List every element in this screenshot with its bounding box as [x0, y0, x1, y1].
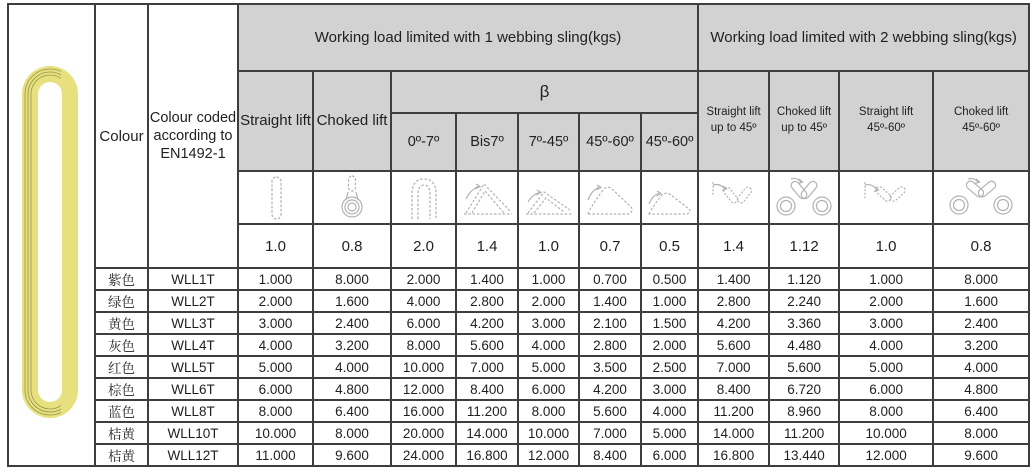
load-value-cell: 4.000: [238, 334, 313, 356]
colour-name-cell: 桔黄: [95, 422, 148, 444]
load-value-cell: 4.000: [933, 356, 1029, 378]
table-row: [8, 268, 1029, 290]
colour-name-cell: 蓝色: [95, 400, 148, 422]
angle-header-bis7: Bis7º: [456, 113, 518, 171]
load-value-cell: 10.000: [518, 422, 579, 444]
basket-45-60-icon: [581, 174, 639, 222]
load-value-cell: 2.000: [839, 290, 933, 312]
wll-code-cell: WLL10T: [148, 422, 238, 444]
colour-name-cell: 灰色: [95, 334, 148, 356]
load-value-cell: 2.400: [933, 312, 1029, 334]
load-value-cell: 3.200: [313, 334, 391, 356]
load-value-cell: 1.400: [579, 290, 641, 312]
load-value-cell: 2.100: [579, 312, 641, 334]
load-value-cell: 10.000: [238, 422, 313, 444]
webbing-sling-image: [9, 14, 94, 452]
load-value-cell: 1.400: [456, 268, 518, 290]
load-value-cell: 12.000: [391, 378, 456, 400]
load-value-cell: 11.200: [698, 400, 769, 422]
load-value-cell: 8.000: [933, 268, 1029, 290]
load-value-cell: 12.000: [518, 444, 579, 466]
load-value-cell: 4.800: [313, 378, 391, 400]
colour-name-cell: 紫色: [95, 268, 148, 290]
angle-header-0-7: 0º-7º: [391, 113, 456, 171]
load-value-cell: 1.000: [238, 268, 313, 290]
icon-cell: [518, 171, 579, 224]
colour-code-column-header: Colour coded according to EN1492-1: [148, 4, 238, 268]
load-value-cell: 7.000: [456, 356, 518, 378]
load-value-cell: 4.200: [579, 378, 641, 400]
load-value-cell: 8.400: [579, 444, 641, 466]
mode-factor-cell: 2.0: [391, 224, 456, 268]
load-value-cell: 8.000: [313, 422, 391, 444]
load-value-cell: 2.240: [769, 290, 839, 312]
angle-header-45-60-b: 45º-60º: [641, 113, 698, 171]
load-value-cell: 3.000: [641, 378, 698, 400]
load-value-cell: 1.000: [518, 268, 579, 290]
load-value-cell: 16.800: [698, 444, 769, 466]
two-leg-choked-45-icon: [771, 174, 837, 222]
table-row: [8, 378, 1029, 400]
product-image-cell: [8, 4, 95, 466]
load-value-cell: 9.600: [313, 444, 391, 466]
table-row: [8, 334, 1029, 356]
icon-cell: [839, 171, 933, 224]
load-value-cell: 8.400: [456, 378, 518, 400]
two-leg-choked-45-60-icon: [945, 174, 1017, 222]
load-value-cell: 4.000: [518, 334, 579, 356]
icon-cell: [698, 171, 769, 224]
straight-lift-header: Straight lift: [238, 71, 313, 171]
mode-factor-cell: 1.0: [518, 224, 579, 268]
load-value-cell: 2.000: [238, 290, 313, 312]
load-value-cell: 8.000: [518, 400, 579, 422]
load-value-cell: 6.000: [641, 444, 698, 466]
load-value-cell: 8.960: [769, 400, 839, 422]
mode-factor-cell: 1.0: [839, 224, 933, 268]
load-value-cell: 7.000: [698, 356, 769, 378]
wll-code-cell: WLL3T: [148, 312, 238, 334]
load-value-cell: 4.000: [641, 400, 698, 422]
load-value-cell: 20.000: [391, 422, 456, 444]
angle-header-45-60: 45º-60º: [579, 113, 641, 171]
wll-code-cell: WLL6T: [148, 378, 238, 400]
icon-cell: [313, 171, 391, 224]
load-value-cell: 6.400: [933, 400, 1029, 422]
load-value-cell: 1.400: [698, 268, 769, 290]
load-value-cell: 3.500: [579, 356, 641, 378]
spec-sheet: [7, 3, 1030, 467]
load-value-cell: 5.600: [456, 334, 518, 356]
table-row: [8, 422, 1029, 444]
group2-choked-45-60-header: Choked lift 45º-60º: [933, 71, 1029, 171]
straight-lift-icon: [246, 174, 306, 222]
icon-cell: [238, 171, 313, 224]
load-value-cell: 6.720: [769, 378, 839, 400]
mode-factor-cell: 1.4: [698, 224, 769, 268]
load-value-cell: 3.000: [518, 312, 579, 334]
group2-choked-up45-header: Choked lift up to 45º: [769, 71, 839, 171]
colour-name-cell: 棕色: [95, 378, 148, 400]
load-value-cell: 2.000: [641, 334, 698, 356]
load-value-cell: 5.000: [518, 356, 579, 378]
wll-code-cell: WLL5T: [148, 356, 238, 378]
wll-code-cell: WLL12T: [148, 444, 238, 466]
table-row: [8, 444, 1029, 466]
load-value-cell: 16.800: [456, 444, 518, 466]
load-value-cell: 4.800: [933, 378, 1029, 400]
load-value-cell: 2.500: [641, 356, 698, 378]
colour-column-header: Colour: [95, 4, 148, 268]
load-value-cell: 8.000: [313, 268, 391, 290]
load-value-cell: 7.000: [579, 422, 641, 444]
load-value-cell: 4.000: [313, 356, 391, 378]
beta-header: β: [391, 71, 698, 113]
group2-header: Working load limited with 2 webbing sling(kgs): [698, 4, 1029, 71]
load-value-cell: 13.440: [769, 444, 839, 466]
load-value-cell: 4.000: [391, 290, 456, 312]
icon-cell: [579, 171, 641, 224]
load-value-cell: 5.000: [839, 356, 933, 378]
two-leg-straight-45-60-icon: [853, 174, 919, 222]
load-value-cell: 14.000: [456, 422, 518, 444]
load-value-cell: 6.000: [518, 378, 579, 400]
load-value-cell: 2.800: [698, 290, 769, 312]
load-value-cell: 0.700: [579, 268, 641, 290]
angle-header-7-45: 7º-45º: [518, 113, 579, 171]
two-leg-straight-45-icon: [701, 174, 767, 222]
load-value-cell: 2.800: [456, 290, 518, 312]
load-value-cell: 24.000: [391, 444, 456, 466]
mode-factor-cell: 0.8: [313, 224, 391, 268]
table-row: [8, 400, 1029, 422]
table-row: [8, 290, 1029, 312]
load-value-cell: 8.000: [933, 422, 1029, 444]
table-row: [8, 312, 1029, 334]
load-value-cell: 14.000: [698, 422, 769, 444]
icon-cell: [641, 171, 698, 224]
mode-factor-cell: 0.5: [641, 224, 698, 268]
load-value-cell: 4.480: [769, 334, 839, 356]
load-value-cell: 3.000: [839, 312, 933, 334]
load-value-cell: 6.000: [391, 312, 456, 334]
choked-lift-header: Choked lift: [313, 71, 391, 171]
load-value-cell: 12.000: [839, 444, 933, 466]
load-value-cell: 6.000: [238, 378, 313, 400]
icon-cell: [933, 171, 1029, 224]
load-value-cell: 5.000: [238, 356, 313, 378]
mode-factor-cell: 1.12: [769, 224, 839, 268]
colour-name-cell: 黄色: [95, 312, 148, 334]
load-value-cell: 8.000: [839, 400, 933, 422]
load-value-cell: 4.200: [698, 312, 769, 334]
load-value-cell: 6.400: [313, 400, 391, 422]
mode-factor-cell: 1.4: [456, 224, 518, 268]
double-leg-vertical-icon: [394, 174, 454, 222]
load-value-cell: 2.000: [518, 290, 579, 312]
load-value-cell: 1.120: [769, 268, 839, 290]
colour-name-cell: 绿色: [95, 290, 148, 312]
webbing-sling-load-table: [7, 3, 1030, 467]
icon-cell: [769, 171, 839, 224]
group2-straight-up45-header: Straight lift up to 45º: [698, 71, 769, 171]
load-value-cell: 8.000: [238, 400, 313, 422]
load-value-cell: 5.000: [641, 422, 698, 444]
colour-name-cell: 桔黄: [95, 444, 148, 466]
wll-code-cell: WLL1T: [148, 268, 238, 290]
load-value-cell: 3.000: [238, 312, 313, 334]
wll-code-cell: WLL8T: [148, 400, 238, 422]
group2-straight-45-60-header: Straight lift 45º-60º: [839, 71, 933, 171]
load-value-cell: 2.400: [313, 312, 391, 334]
load-value-cell: 2.800: [579, 334, 641, 356]
load-value-cell: 11.200: [456, 400, 518, 422]
group1-header: Working load limited with 1 webbing sling(kgs): [238, 4, 698, 71]
basket-45-60-wide-icon: [643, 174, 697, 222]
mode-factor-cell: 0.8: [933, 224, 1029, 268]
wll-code-cell: WLL4T: [148, 334, 238, 356]
table-row: [8, 356, 1029, 378]
mode-factor-cell: 1.0: [238, 224, 313, 268]
icon-cell: [391, 171, 456, 224]
load-value-cell: 5.600: [579, 400, 641, 422]
load-value-cell: 6.000: [839, 378, 933, 400]
load-value-cell: 0.500: [641, 268, 698, 290]
load-value-cell: 1.500: [641, 312, 698, 334]
basket-7-45-icon: [520, 174, 578, 222]
basket-0-7-icon: [457, 174, 517, 222]
wll-code-cell: WLL2T: [148, 290, 238, 312]
load-value-cell: 10.000: [391, 356, 456, 378]
load-value-cell: 9.600: [933, 444, 1029, 466]
load-value-cell: 2.000: [391, 268, 456, 290]
load-value-cell: 11.200: [769, 422, 839, 444]
load-value-cell: 10.000: [839, 422, 933, 444]
choked-lift-icon: [322, 174, 382, 222]
load-value-cell: 1.600: [933, 290, 1029, 312]
load-value-cell: 4.200: [456, 312, 518, 334]
load-value-cell: 16.000: [391, 400, 456, 422]
load-value-cell: 1.000: [641, 290, 698, 312]
load-value-cell: 8.000: [391, 334, 456, 356]
colour-name-cell: 红色: [95, 356, 148, 378]
load-value-cell: 1.600: [313, 290, 391, 312]
icon-cell: [456, 171, 518, 224]
load-value-cell: 3.360: [769, 312, 839, 334]
load-value-cell: 3.200: [933, 334, 1029, 356]
load-value-cell: 5.600: [769, 356, 839, 378]
load-value-cell: 4.000: [839, 334, 933, 356]
load-value-cell: 8.400: [698, 378, 769, 400]
mode-factor-cell: 0.7: [579, 224, 641, 268]
load-value-cell: 11.000: [238, 444, 313, 466]
load-value-cell: 1.000: [839, 268, 933, 290]
load-value-cell: 5.600: [698, 334, 769, 356]
